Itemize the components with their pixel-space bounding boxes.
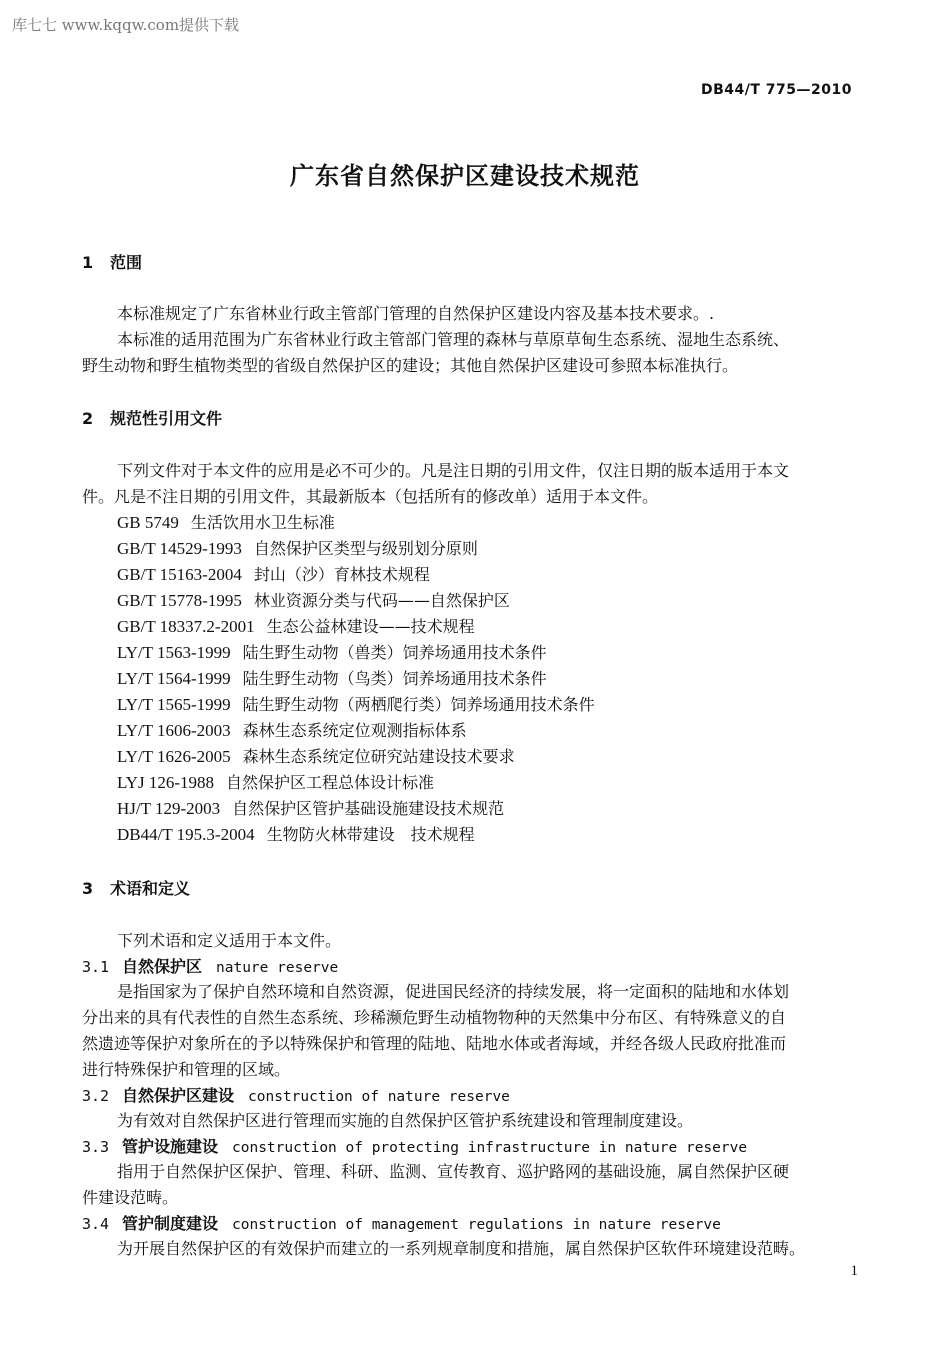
reference-title: 林业资源分类与代码——自然保护区: [253, 591, 510, 610]
section-number: 1: [82, 253, 94, 272]
section-title: 规范性引用文件: [110, 409, 223, 428]
term-heading: [82, 1083, 510, 1106]
term-chinese: 管护设施建设: [122, 1137, 219, 1156]
section-heading-scope: [82, 250, 142, 273]
term-number: 3.2: [82, 1087, 110, 1105]
reference-title: 森林生态系统定位研究站建设技术要求: [242, 747, 515, 766]
section-title: 术语和定义: [110, 879, 191, 898]
term-english: construction of nature reserve: [248, 1089, 510, 1105]
definition-line: 指用于自然保护区保护、管理、科研、监测、宣传教育、巡护路网的基础设施，属自然保护区硬: [117, 1162, 790, 1181]
reference-item: [117, 822, 475, 845]
paragraph: 本标准规定了广东省林业行政主管部门管理的自然保护区建设内容及基本技术要求。.: [117, 304, 715, 323]
reference-item: [117, 744, 515, 767]
reference-item: [117, 588, 510, 611]
term-english: construction of management regulations in nature reserve: [232, 1217, 721, 1233]
section-title: 范围: [110, 253, 143, 272]
paragraph-line: 野生动物和野生植物类型的省级自然保护区的建设；其他自然保护区建设可参照本标准执行。: [82, 356, 739, 375]
definition-line: 然遗迹等保护对象所在的予以特殊保护和管理的陆地、陆地水体或者海域，并经各级人民政府批准而: [82, 1034, 787, 1053]
reference-item: [117, 718, 467, 741]
reference-code: GB/T 15778-1995: [117, 591, 242, 610]
term-heading: [82, 1134, 747, 1157]
reference-title: 陆生野生动物（鸟类）饲养场通用技术条件: [242, 669, 547, 688]
reference-title: 生态公益林建设——技术规程: [266, 617, 475, 636]
reference-code: LY/T 1565-1999: [117, 695, 231, 714]
reference-item: [117, 692, 595, 715]
reference-item: [117, 640, 547, 663]
reference-code: LY/T 1606-2003: [117, 721, 231, 740]
term-chinese: 管护制度建设: [122, 1214, 219, 1233]
definition-line: 为开展自然保护区的有效保护而建立的一系列规章制度和措施，属自然保护区软件环境建设范畴。: [117, 1239, 806, 1258]
reference-item: [117, 796, 504, 819]
reference-title: 陆生野生动物（兽类）饲养场通用技术条件: [242, 643, 547, 662]
reference-title: 自然保护区工程总体设计标准: [226, 773, 435, 792]
term-heading: [82, 1211, 721, 1234]
reference-code: GB/T 14529-1993: [117, 539, 242, 558]
paragraph-line: 本标准的适用范围为广东省林业行政主管部门管理的森林与草原草甸生态系统、湿地生态系统、: [117, 330, 790, 349]
page-number: 1: [850, 1263, 858, 1279]
section-heading-terms: [82, 876, 190, 899]
term-heading: [82, 954, 338, 977]
reference-title: 自然保护区类型与级别划分原则: [253, 539, 478, 558]
term-number: 3.1: [82, 958, 110, 976]
reference-item: [117, 770, 434, 793]
reference-code: HJ/T 129-2003: [117, 799, 221, 818]
reference-code: GB/T 15163-2004: [117, 565, 242, 584]
reference-item: [117, 666, 547, 689]
definition-line: 为有效对自然保护区进行管理而实施的自然保护区管护系统建设和管理制度建设。: [117, 1111, 694, 1130]
term-english: nature reserve: [216, 960, 339, 976]
reference-code: LY/T 1563-1999: [117, 643, 231, 662]
watermark: 库七七 www.kqqw.com提供下载: [12, 16, 240, 34]
paragraph-line: 件。凡是不注日期的引用文件，其最新版本（包括所有的修改单）适用于本文件。: [82, 487, 659, 506]
reference-item: [117, 536, 478, 559]
section-heading-normative-references: [82, 406, 222, 429]
definition-line: 分出来的具有代表性的自然生态系统、珍稀濒危野生动植物物种的天然集中分布区、有特殊意义的自: [82, 1008, 787, 1027]
reference-code: GB 5749: [117, 513, 179, 532]
reference-code: DB44/T 195.3-2004: [117, 825, 255, 844]
section-number: 3: [82, 879, 94, 898]
reference-title: 森林生态系统定位观测指标体系: [242, 721, 467, 740]
definition-line: 件建设范畴。: [82, 1188, 179, 1207]
reference-title: 生活饮用水卫生标准: [190, 513, 335, 532]
definition-line: 进行特殊保护和管理的区域。: [82, 1060, 291, 1079]
reference-item: [117, 614, 475, 637]
term-english: construction of protecting infrastructure in nature reserve: [232, 1140, 748, 1156]
reference-title: 封山（沙）育林技术规程: [253, 565, 430, 584]
reference-code: LYJ 126-1988: [117, 773, 214, 792]
term-chinese: 自然保护区: [122, 957, 203, 976]
document-number: DB44/T 775—2010: [701, 82, 852, 98]
reference-code: GB/T 18337.2-2001: [117, 617, 255, 636]
term-chinese: 自然保护区建设: [122, 1086, 235, 1105]
page-title: 广东省自然保护区建设技术规范: [290, 162, 640, 190]
term-number: 3.3: [82, 1138, 110, 1156]
section-number: 2: [82, 409, 94, 428]
paragraph: 下列术语和定义适用于本文件。: [117, 931, 342, 950]
definition-line: 是指国家为了保护自然环境和自然资源，促进国民经济的持续发展，将一定面积的陆地和水体划: [117, 982, 790, 1001]
reference-code: LY/T 1564-1999: [117, 669, 231, 688]
reference-item: [117, 562, 430, 585]
term-number: 3.4: [82, 1215, 110, 1233]
reference-title: 自然保护区管护基础设施建设技术规范: [232, 799, 505, 818]
reference-title: 生物防火林带建设 技术规程: [266, 825, 475, 844]
reference-item: [117, 510, 335, 533]
reference-code: LY/T 1626-2005: [117, 747, 231, 766]
paragraph-line: 下列文件对于本文件的应用是必不可少的。凡是注日期的引用文件，仅注日期的版本适用于本文: [117, 461, 790, 480]
reference-title: 陆生野生动物（两栖爬行类）饲养场通用技术条件: [242, 695, 595, 714]
